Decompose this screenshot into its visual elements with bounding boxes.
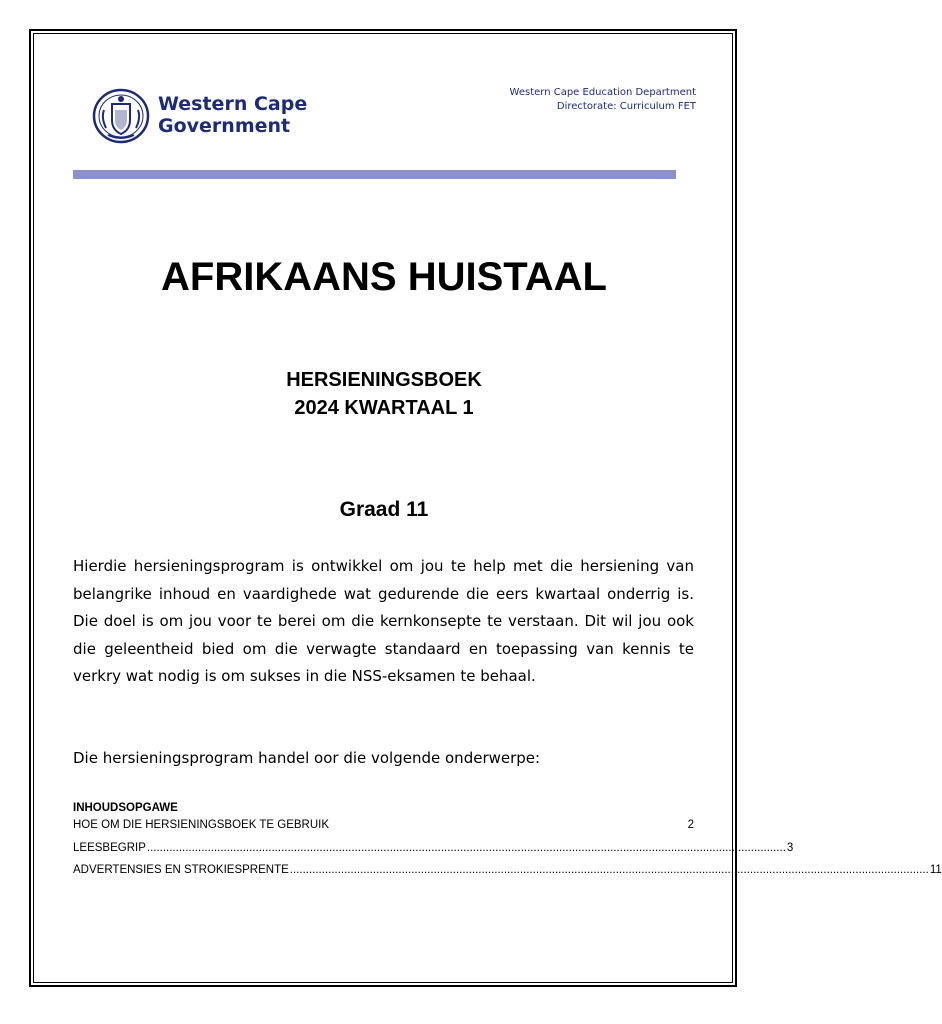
logo-wordmark (158, 93, 307, 137)
grade-label: Graad 11 (339, 498, 429, 521)
logo-line-1: Western Cape (158, 93, 308, 115)
toc-entry-label: HOE OM DIE HERSIENINGSBOEK TE GEBRUIK (73, 819, 330, 831)
toc-entry[interactable] (73, 840, 794, 863)
toc-entry[interactable] (73, 862, 942, 885)
subtitle-line-2: 2024 KWARTAAL 1 (294, 397, 474, 419)
department-info (510, 86, 696, 114)
department-name: Western Cape Education Department (509, 87, 696, 98)
document-title: AFRIKAANS HUISTAAL (161, 255, 607, 299)
toc-entry-label: LEESBEGRIP (73, 841, 146, 854)
toc-entry-page: 2 (687, 819, 694, 831)
toc-heading: INHOUDSOPGAWE (73, 802, 178, 814)
directorate-name: Directorate: Curriculum FET (556, 101, 696, 112)
toc-leader: ........................................................................................................................................................................................................ (146, 841, 786, 854)
header-divider (73, 170, 676, 179)
document-subtitle (0, 366, 768, 422)
toc-entry-label: ADVERTENSIES EN STROKIESPRENTE (73, 864, 289, 876)
toc-entry-page: 3 (786, 841, 794, 854)
logo-line-2: Government (158, 115, 291, 137)
subtitle-line-1: HERSIENINGSBOEK (286, 369, 482, 391)
table-of-contents (73, 817, 942, 885)
toc-leader: ........................................................................................................................................................................................................ (289, 864, 929, 876)
toc-entry[interactable] (73, 817, 694, 840)
coat-of-arms-icon (92, 88, 150, 144)
toc-entry-page: 11 (929, 864, 942, 876)
intro-paragraph: Hierdie hersieningsprogram is ontwikkel om jou te help met die hersiening van belangrike inhoud en vaardighede wat gedurende die eers kwartaal onderrig is. Die doel is om jou voor te berei om die kernkonsepte te verstaan. Dit wil jou ook die geleentheid bied om die verwagte standaard en toepassing van kennis te verkry wat nodig is om sukses in die NSS-eksamen te behaal. (73, 557, 694, 685)
topics-intro: Die hersieningsprogram handel oor die volgende onderwerpe: (73, 749, 541, 767)
